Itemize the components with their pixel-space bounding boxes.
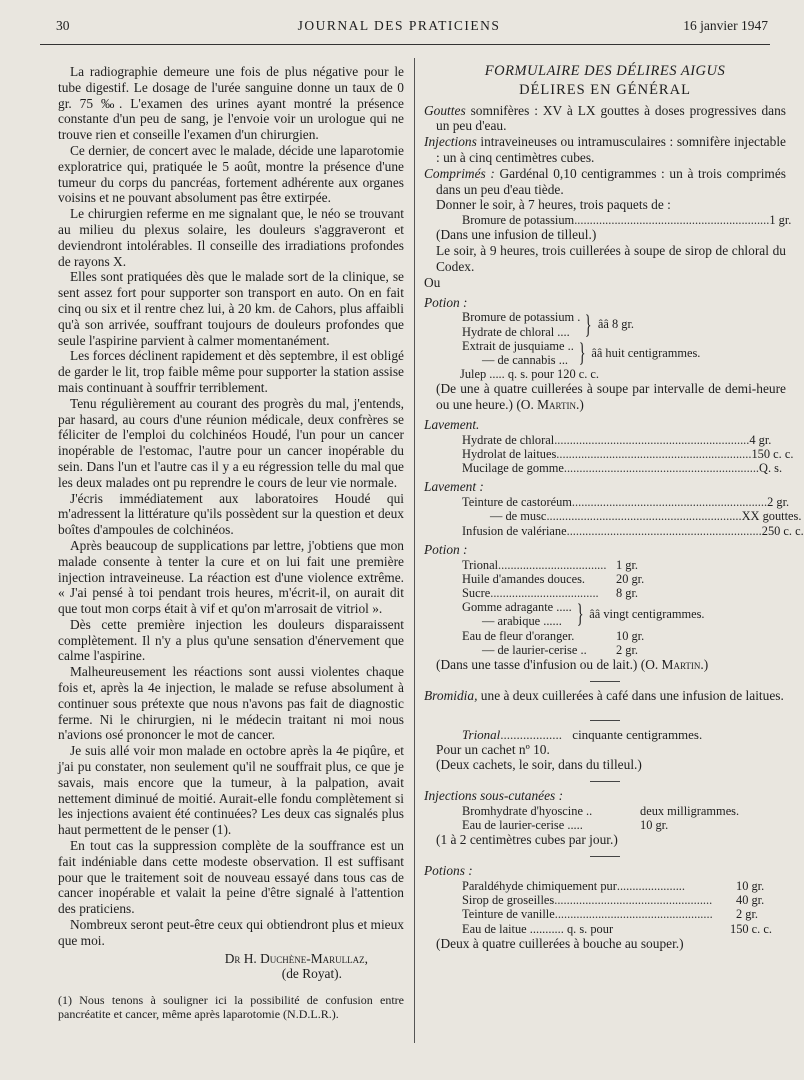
article-paragraph: Ce dernier, de concert avec le malade, décide une laparotomie exploratrice qui, pratiquée le 5 août, montre la présence d'une tumeur du corps du pancréas, fortement adhérente aux organes voisins et ne pouvant absolument pas être extirpée. <box>58 142 404 206</box>
injections-sc-label: Injections sous-cutanées : <box>424 788 564 804</box>
bromidia-entry: Bromidia, une à deux cuillerées à café dans une infusion de laitues. <box>424 687 784 703</box>
injections-label: Injections <box>424 134 477 150</box>
ou-line: Ou <box>424 274 441 290</box>
article-paragraph: Le chirurgien referme en me signalant que, le néo se trouvant au milieu du plexus solaire, les douleurs s'aggraveront et deviendront intolérables. Il conseille des irradiations profondes de rayons X. <box>58 206 404 269</box>
julep-row: Julep ..... q. s. pour 120 c. c. <box>460 367 600 382</box>
article-paragraph: La radiographie demeure une fois de plus négative pour le tube digestif. Le dosage de l'urée sanguine donne un taux de 0 gr. 75 ‰. L'examen des urines ayant montré la présence constante d'un peu de sang, je l'envoie voir un urologue qui ne trouve rien et conseille l'examen d'un chirurgien. <box>58 64 404 143</box>
donner-line: Donner le soir, à 7 heures, trois paquets de : <box>436 197 671 213</box>
footnote: (1) Nous tenons à souligner ici la possibilité de confusion entre pancréatite et cancer, même après laparotomie (N.D.L.R.). <box>58 993 404 1022</box>
ingredient-group: Gomme adragante ..... — arabique ...... } ââ vingt centigrammes. <box>462 599 705 629</box>
comprimes-text: Gardénal 0,10 centigrammes : un à trois comprimés dans un peu d'eau tiède. <box>436 165 786 197</box>
article-paragraph: Les forces déclinent rapidement et dès septembre, il est obligé de garder le lit, trop faible même pour supporter la station assise mais continuant à souffrir terriblement. <box>58 348 404 395</box>
section-subtitle: DÉLIRES EN GÉNÉRAL <box>519 81 691 98</box>
ingredient-row: Hydrolat de laitues ............................................................... 150 c. c. <box>462 446 794 461</box>
ingredient-row: Teinture de vanille ................................................... 2 gr. <box>462 907 759 922</box>
article-paragraph: J'écris immédiatement aux laboratoires Houdé qui m'adressent la littérature qu'ils possèdent sur la question et deux boîtes d'ampoules de colchinéos. <box>58 490 404 538</box>
ingredient-row: Sirop de groseilles ................................................... 40 gr. <box>462 893 765 908</box>
potions-label: Potions : <box>424 863 473 879</box>
ingredient-row: Eau de laurier-cerise ..... 10 gr. <box>462 818 669 833</box>
ingredient-row: Paraldéhyde chimiquement pur ...................... 10 gr. <box>462 878 765 893</box>
column-divider <box>414 58 415 1043</box>
author-place: (de Royat). <box>281 966 342 982</box>
journal-title: JOURNAL DES PRATICIENS <box>297 18 501 33</box>
potion-label: Potion : <box>424 294 468 310</box>
ingredient-row: Eau de laitue ........... q. s. pour 150 c. c. <box>462 921 772 936</box>
comprimes-entry <box>424 166 786 198</box>
article-paragraph: Elles sont pratiquées dès que le malade sort de la clinique, se sent assez fort pour supporter son transport en auto. On en fait cinq ou six et il rentre chez lui, à 20 km. de Cahors, plus affaibli qu'à son arrivée, souffrant toujours de douleurs profondes que seule l'aspirine parvient à calmer momentanément. <box>58 269 404 348</box>
potions-note: (Deux à quatre cuillerées à bouche au souper.) <box>436 935 684 951</box>
ingredient-row: Eau de fleur d'oranger. 10 gr. <box>462 628 645 643</box>
ingredient-row: Sucre ................................... 8 gr. <box>462 585 639 600</box>
article-paragraph: Tenu régulièrement au courant des progrès du mal, j'entends, par hasard, au cours d'une réunion médicale, deux confrères se féliciter de l'emploi du colchinéos Houdé, l'un pour un cancer inopérable de l'estomac, l'autre pour un cancer inopérable du sein. Dans l'un et l'autre cas il y a eu régression telle du mal que les deux malades ont pu reprendre le cours de leur vie normale. <box>58 395 404 490</box>
ingredient-row: Huile d'amandes douces. 20 gr. <box>462 571 645 586</box>
ingredient-row: Teinture de castoréum ............................................................... 2 gr. <box>462 495 790 510</box>
cachet-note: (Deux cachets, le soir, dans du tilleul.) <box>436 757 642 773</box>
gouttes-entry <box>424 103 786 135</box>
header-rule <box>40 44 770 45</box>
ingredient-row: Infusion de valériane ............................................................... 250 c. c. <box>462 523 804 538</box>
article-paragraph: Je suis allé voir mon malade en octobre après la 4e piqûre, et j'ai pu constater, non seulement qu'il ne souffrait plus, ce que je savais, mais encore que la tumeur, à la palpation, avait nettement diminué de moitié. Aurait-elle fondu complètement si les injections avaient été continuées? Les deux cas signalés plus haut permettent de le penser (1). <box>58 743 404 838</box>
separator-rule <box>590 856 620 857</box>
article-paragraph: Après beaucoup de supplications par lettre, j'obtiens que mon malade consente à tenter la cure et on lui fait une première injection intraveineuse. La réaction est d'une violence extrême. « J'ai pensé à toi pendant trois heures, m'écrit-il, on aurait dit que tout mon corps était à vif et qu'on m'arrosait de vitriol ». <box>58 537 404 617</box>
article-paragraph: Dès cette première injection les douleurs disparaissent complètement. Il n'y a plus qu'une sensation d'énervement que calme l'aspirine. <box>58 616 404 664</box>
lavement-label: Lavement. <box>424 416 480 432</box>
ingredient-row: — de laurier-cerise .. 2 gr. <box>482 642 639 657</box>
injections-entry <box>424 134 786 166</box>
ingredient-group: Bromure de potassium . Hydrate de chloral .... } ââ 8 gr. <box>462 309 634 339</box>
author-credit: (O. Martin.) <box>516 397 584 413</box>
article-paragraph: En tout cas la suppression complète de la souffrance est un fait indéniable dans cette modeste observation. Il est suffisant pour que le traitement soit de nouveau essayé dans tous cas de cancer inopérable et valait la peine d'être signalé à l'attention des praticiens. <box>58 838 404 917</box>
injections-text: intraveineuses ou intramusculaires : somnifère injectable : un à cinq centimètres cubes. <box>436 134 786 165</box>
separator-rule <box>590 720 620 721</box>
ingredient-row: Bromure de potassium ............................................................... 1 gr. <box>462 213 792 228</box>
soir-line: Le soir, à 9 heures, trois cuillerées à soupe de sirop de chloral du Codex. <box>436 243 786 274</box>
lavement-label: Lavement : <box>424 479 484 495</box>
injections-note: (1 à 2 centimètres cubes par jour.) <box>436 832 618 848</box>
page-header <box>30 18 768 42</box>
article-paragraph: Nombreux seront peut-être ceux qui obtiendront plus et mieux que moi. <box>58 917 404 948</box>
potion-label: Potion : <box>424 541 468 557</box>
separator-rule <box>590 681 620 682</box>
infusion-note: (Dans une infusion de tilleul.) <box>436 227 597 243</box>
article-paragraph: Malheureusement les réactions sont aussi violentes chaque fois et, après la 4e injection, le malade se refuse absolument à continuer sous prétexte que nous n'avons pas fait de diagnostic ferme. Ni le chirurgien, ni le médecin traitant ni moi nous n'avions osé prononcer le mot de cancer. <box>58 664 404 743</box>
left-column <box>58 64 404 1021</box>
issue-date: 16 janvier 1947 <box>683 18 768 33</box>
formulary-title: FORMULAIRE DES DÉLIRES AIGUS <box>484 63 726 79</box>
potion-note: (De une à quatre cuillerées à soupe par intervalle de demi-heure ou une heure.) (O. Martin.) <box>436 381 786 413</box>
trional-row: Trional ................... cinquante centigrammes. <box>462 726 703 742</box>
right-column <box>424 63 804 952</box>
ingredient-row: Hydrate de chloral ............................................................... 4 gr. <box>462 432 772 447</box>
author-signature: Dr H. Duchène-Marullaz, <box>224 950 368 966</box>
separator-rule <box>590 781 620 782</box>
ingredient-group: Extrait de jusquiame .. — de cannabis ... } ââ huit centigrammes. <box>462 337 701 367</box>
potion-note: (Dans une tasse d'infusion ou de lait.) (O. Martin.) <box>436 657 709 672</box>
ingredient-row: Bromhydrate d'hyoscine .. deux milligrammes. <box>462 803 740 818</box>
author-credit: (O. Martin.) <box>640 657 709 672</box>
gouttes-label: Gouttes <box>424 102 466 118</box>
cachet-line: Pour un cachet nº 10. <box>436 741 550 757</box>
comprimes-label: Comprimés : <box>424 165 495 181</box>
ingredient-row: — de musc ............................................................... XX gouttes. <box>490 509 802 524</box>
ingredient-row: Trional ................................... 1 gr. <box>462 557 639 572</box>
gouttes-text: somnifères : XV à LX gouttes à doses progressives dans un peu d'eau. <box>436 102 786 134</box>
ingredient-row: Mucilage de gomme ............................................................... Q. s. <box>462 461 783 476</box>
page-number: 30 <box>56 18 70 33</box>
